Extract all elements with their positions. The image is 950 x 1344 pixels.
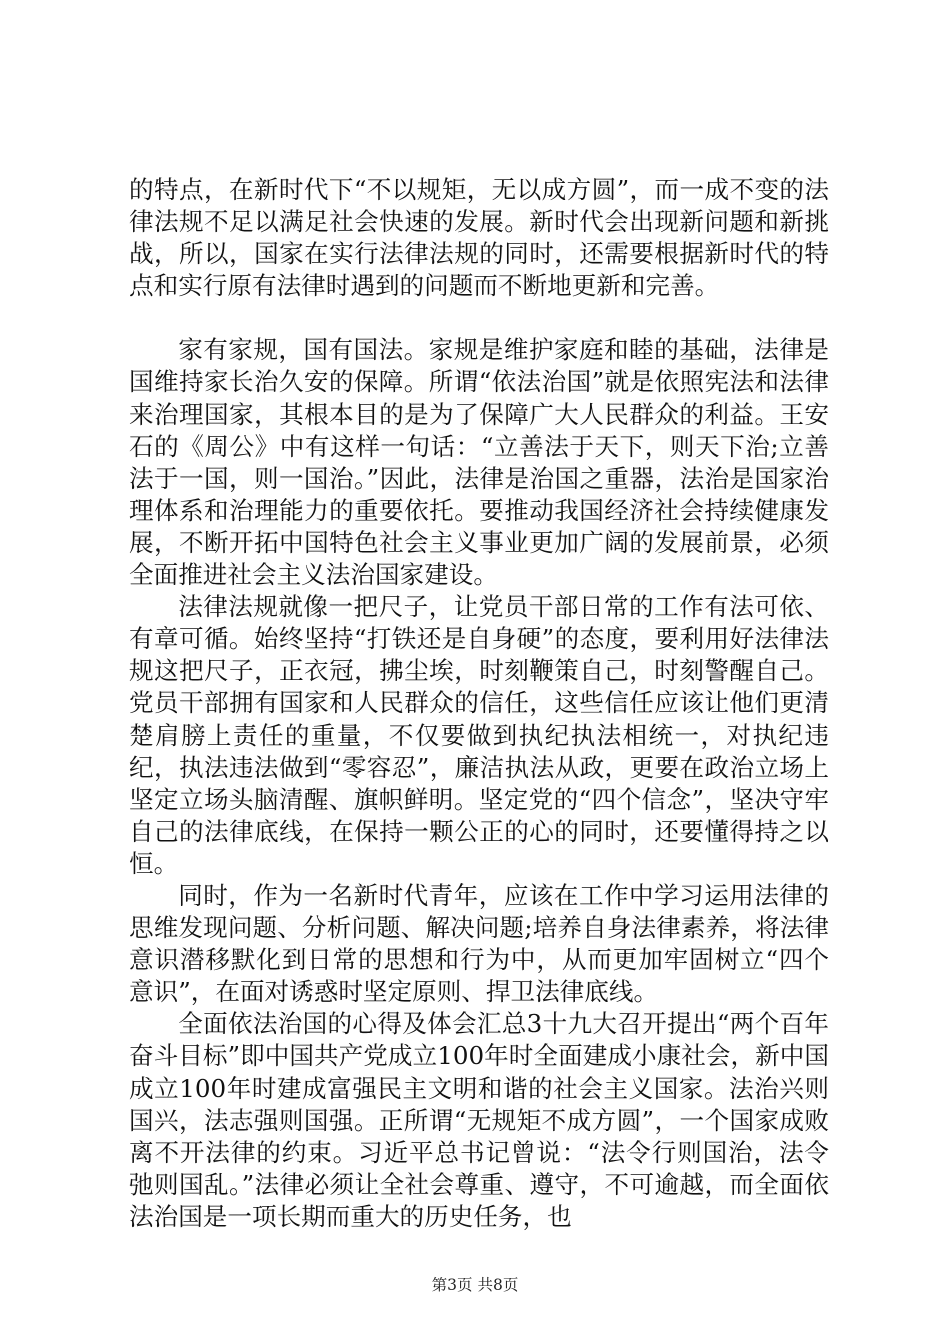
paragraph-rule-of-law: 家有家规，国有国法。家规是维护家庭和睦的基础，法律是国维持家长治久安的保障。所谓“依法治国”就是依照宪法和法律来治理国家，其根本目的是为了保障广大人民群众的利益。王安石的《周公》中有这样一句话：“立善法于天下，则天下治;立善法于一国，则一国治。”因此，法律是治国之重器，法治是国家治理体系和治理能力的重要依托。要推动我国经济社会持续健康发展，不断开拓中国特色社会主义事业更加广阔的发展前景，必须全面推进社会主义法治国家建设。	[129, 335, 829, 590]
paragraph-gap	[129, 302, 829, 334]
paragraph-new-era-youth: 同时，作为一名新时代青年，应该在工作中学习运用法律的思维发现问题、分析问题、解决问题;培养自身法律素养，将法律意识潜移默化到日常的思想和行为中，从而更加牢固树立“四个意识”，在面对诱惑时坚定原则、捍卫法律底线。	[129, 880, 829, 1007]
document-body	[129, 174, 829, 1233]
paragraph-summary: 全面依法治国的心得及体会汇总3十九大召开提出“两个百年奋斗目标”即中国共产党成立100年时全面建成小康社会，新中国成立100年时建成富强民主文明和谐的社会主义国家。法治兴则国兴，法志强则国强。正所谓“无规矩不成方圆”，一个国家成败离不开法律的约束。习近平总书记曾说：“法令行则国治，法令弛则国乱。”法律必须让全社会尊重、遵守，不可逾越，而全面依法治国是一项长期而重大的历史任务，也	[129, 1009, 829, 1231]
paragraph-continuation: 的特点，在新时代下“不以规矩，无以成方圆”，而一成不变的法律法规不足以满足社会快速的发展。新时代会出现新问题和新挑战，所以，国家在实行法律法规的同时，还需要根据新时代的特点和实行原有法律时遇到的问题而不断地更新和完善。	[129, 175, 829, 301]
page-number-footer: 第3页 共8页	[431, 1276, 519, 1294]
paragraph-ruler-metaphor: 法律法规就像一把尺子，让党员干部日常的工作有法可依、有章可循。始终坚持“打铁还是自身硬”的态度，要利用好法律法规这把尺子，正衣冠，拂尘埃，时刻鞭策自己，时刻警醒自己。党员干部拥有国家和人民群众的信任，这些信任应该让他们更清楚肩膀上责任的重量，不仅要做到执纪执法相统一，对执纪违纪，执法违法做到“零容忍”，廉洁执法从政，更要在政治立场上坚定立场头脑清醒、旗帜鲜明。坚定党的“四个信念”，坚决守牢自己的法律底线，在保持一颗公正的心的同时，还要懂得持之以恒。	[129, 592, 829, 878]
